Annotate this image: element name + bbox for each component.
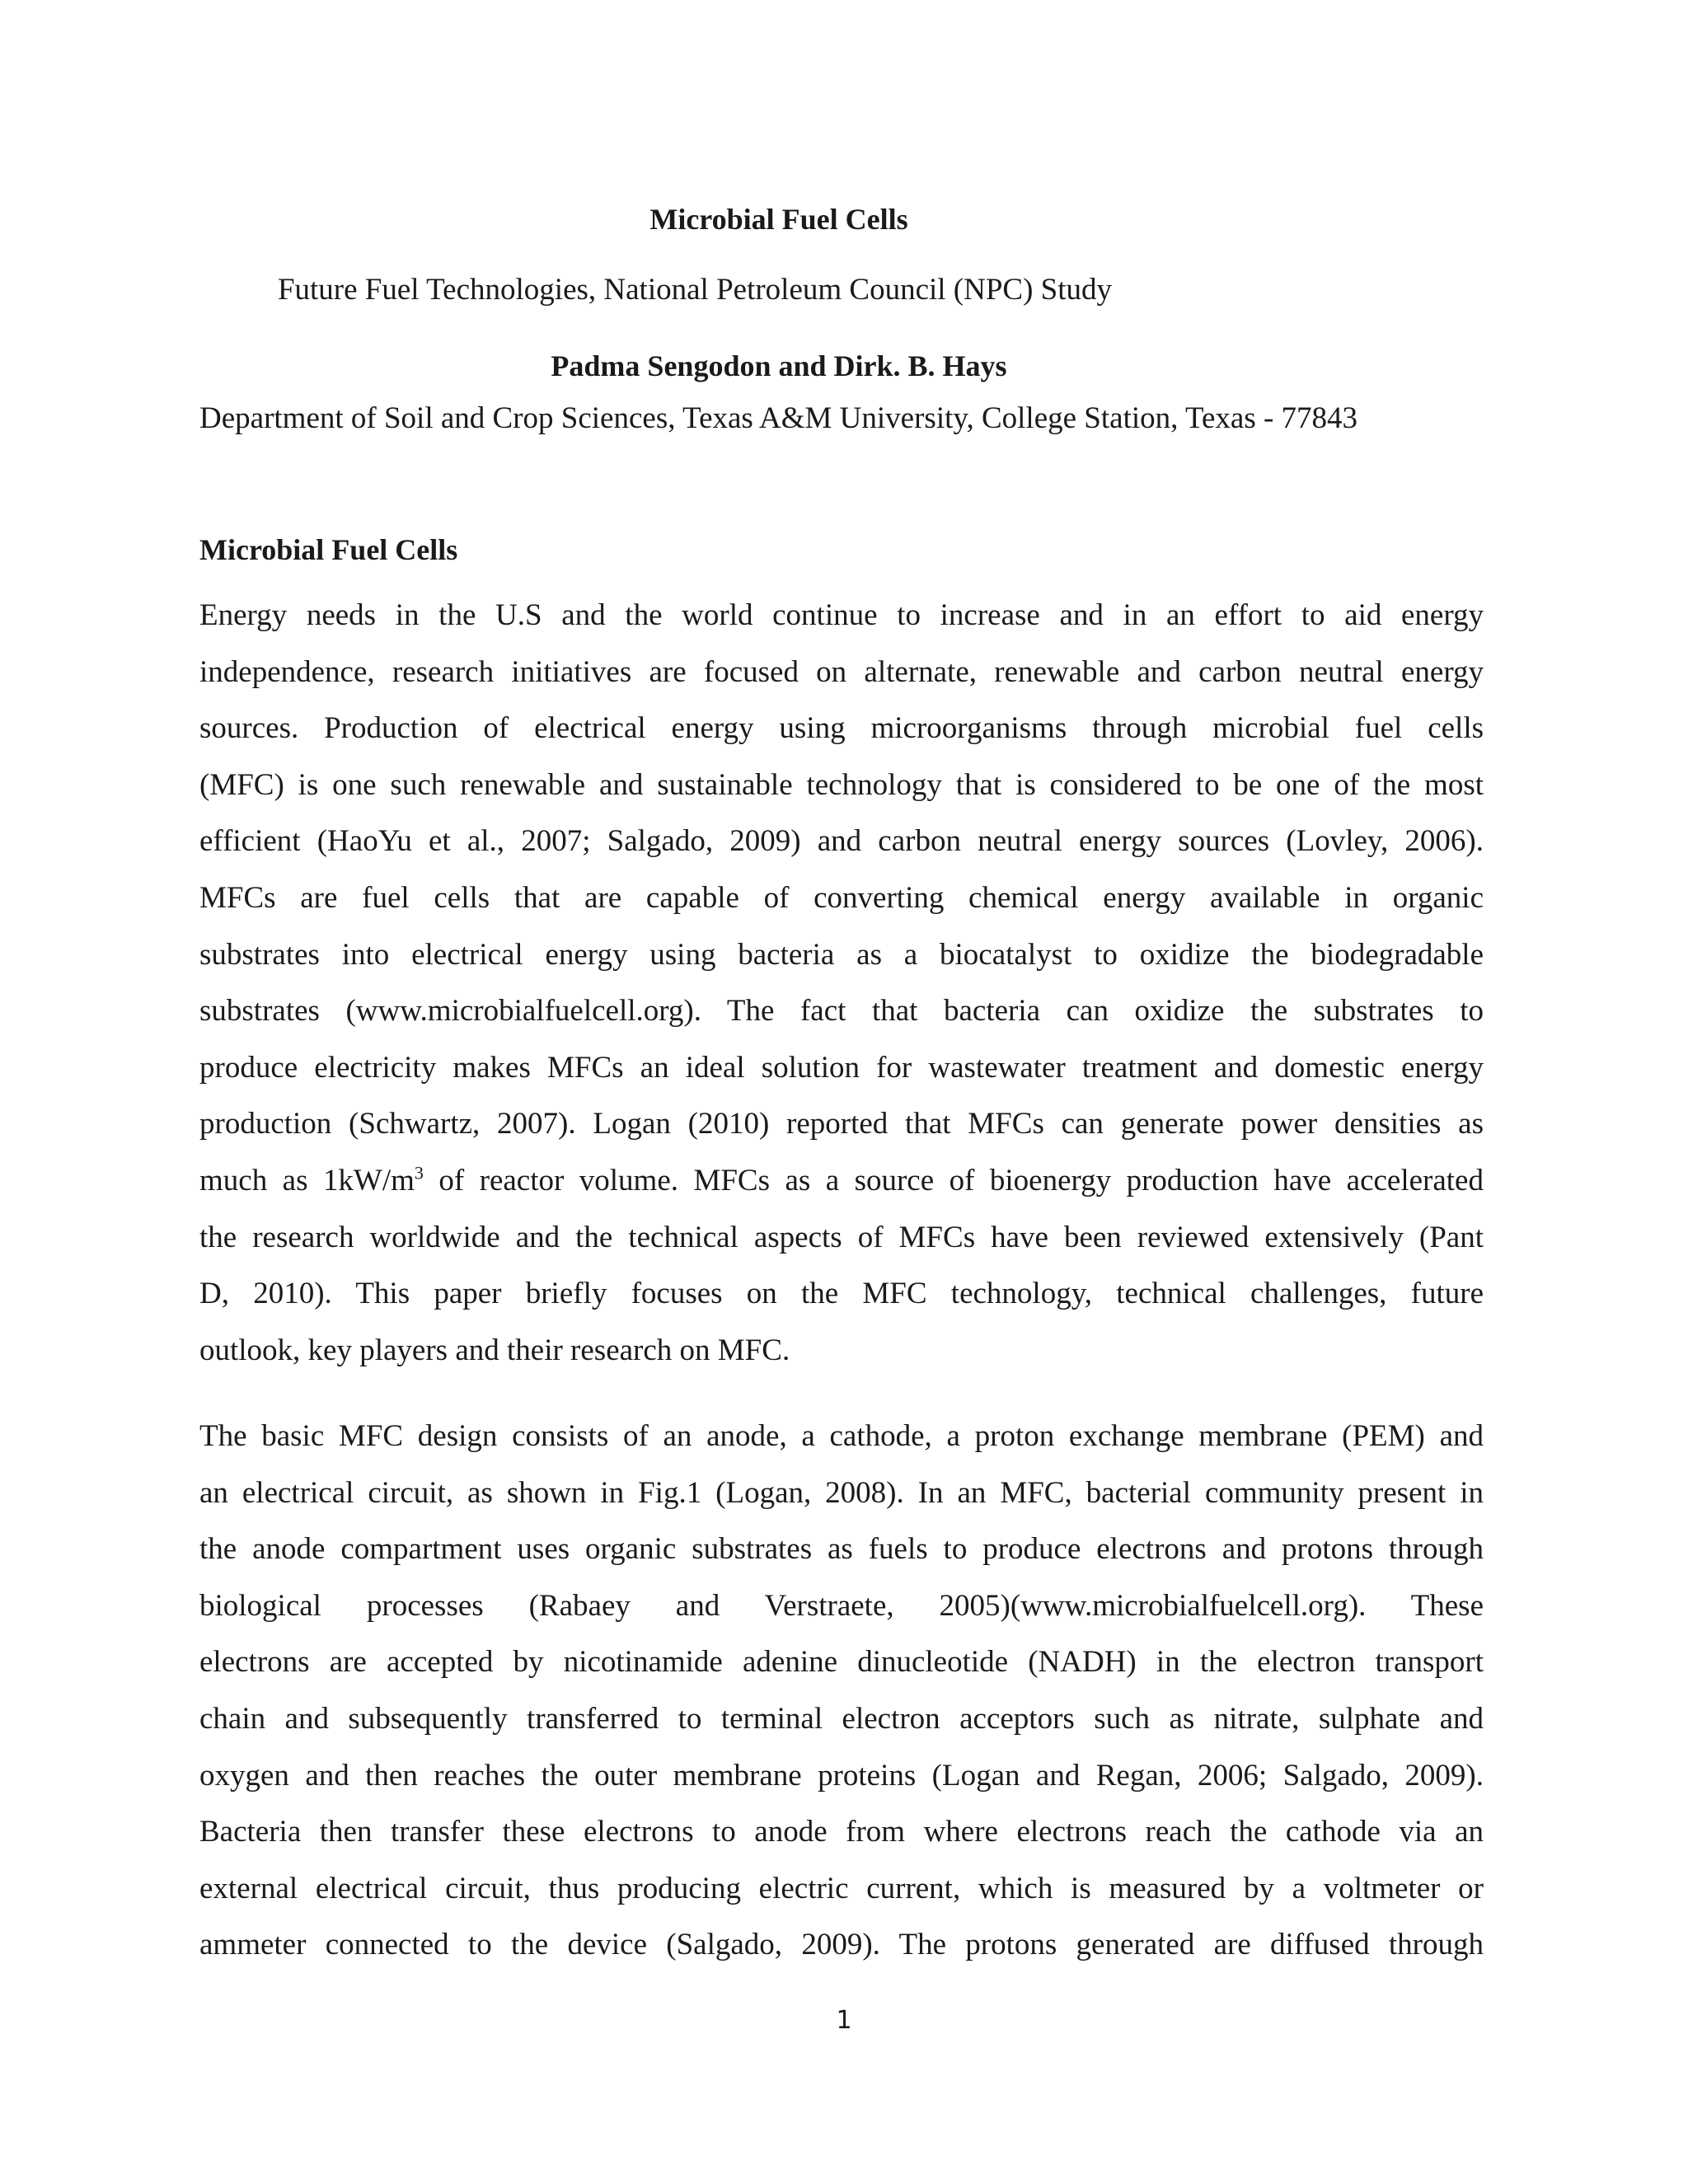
paragraph-line: sources. Production of electrical energy using microorganisms through microbial fuel cells — [199, 711, 1484, 746]
paragraph-line: outlook, key players and their research on MFC. — [199, 1333, 790, 1367]
paragraph-2 — [199, 1408, 1484, 1974]
paragraph-line: the research worldwide and the technical aspects of MFCs have been reviewed extensively (Pant — [199, 1220, 1484, 1254]
line-text-after-superscript: of reactor volume. MFCs as a source of bioenergy production have accelerated — [423, 1163, 1484, 1197]
paragraph-line: MFCs are fuel cells that are capable of converting chemical energy available in organic — [199, 880, 1484, 915]
paragraph-line: the anode compartment uses organic substrates as fuels to produce electrons and protons through — [199, 1532, 1484, 1567]
paragraph-line: substrates into electrical energy using bacteria as a biocatalyst to oxidize the biodegradable — [199, 937, 1484, 972]
paragraph-line: Bacteria then transfer these electrons to anode from where electrons reach the cathode via an — [199, 1815, 1484, 1849]
document-title: Microbial Fuel Cells — [649, 203, 908, 236]
paragraph-line: electrons are accepted by nicotinamide adenine dinucleotide (NADH) in the electron transport — [199, 1645, 1484, 1680]
paragraph-line: produce electricity makes MFCs an ideal solution for wastewater treatment and domestic energy — [199, 1050, 1484, 1085]
author-names: Padma Sengodon and Dirk. B. Hays — [551, 349, 1007, 382]
paragraph-line: oxygen and then reaches the outer membrane proteins (Logan and Regan, 2006; Salgado, 2009). — [199, 1758, 1484, 1793]
paragraph-line: Energy needs in the U.S and the world continue to increase and in an effort to aid energy — [199, 598, 1484, 632]
paragraph-line: biological processes (Rabaey and Verstraete, 2005)(www.microbialfuelcell.org). These — [199, 1588, 1484, 1623]
paragraph-line: substrates (www.microbialfuelcell.org). The fact that bacteria can oxidize the substrates to — [199, 994, 1484, 1029]
paragraph-line: efficient (HaoYu et al., 2007; Salgado, 2009) and carbon neutral energy sources (Lovley, 2006). — [199, 824, 1484, 859]
paragraph-line: ammeter connected to the device (Salgado, 2009). The protons generated are diffused through — [199, 1928, 1484, 1962]
author-affiliation: Department of Soil and Crop Sciences, Texas A&M University, College Station, Texas - 77843 — [199, 401, 1358, 435]
paragraph-line: an electrical circuit, as shown in Fig.1 (Logan, 2008). In an MFC, bacterial community present in — [199, 1475, 1484, 1510]
paragraph-line: The basic MFC design consists of an anode, a cathode, a proton exchange membrane (PEM) and — [199, 1419, 1484, 1453]
superscript-exponent: 3 — [414, 1162, 424, 1183]
paragraph-line: (MFC) is one such renewable and sustainable technology that is considered to be one of the most — [199, 767, 1484, 802]
paragraph-line: D, 2010). This paper briefly focuses on the MFC technology, technical challenges, future — [199, 1277, 1484, 1311]
line-text-before-superscript: much as 1kW/m — [199, 1163, 415, 1197]
paragraph-line-with-superscript — [199, 1153, 1484, 1210]
paragraph-line: external electrical circuit, thus producing electric current, which is measured by a voltmeter or — [199, 1871, 1484, 1905]
page-number: 1 — [836, 2006, 852, 2035]
paragraph-line: independence, research initiatives are focused on alternate, renewable and carbon neutral energy — [199, 654, 1484, 689]
paragraph-line: chain and subsequently transferred to terminal electron acceptors such as nitrate, sulphate and — [199, 1701, 1484, 1736]
paragraph-line: production (Schwartz, 2007). Logan (2010) reported that MFCs can generate power densities as — [199, 1107, 1484, 1141]
document-subtitle: Future Fuel Technologies, National Petroleum Council (NPC) Study — [277, 273, 1113, 307]
paragraph-1 — [199, 588, 1484, 1379]
section-heading: Microbial Fuel Cells — [199, 533, 458, 566]
